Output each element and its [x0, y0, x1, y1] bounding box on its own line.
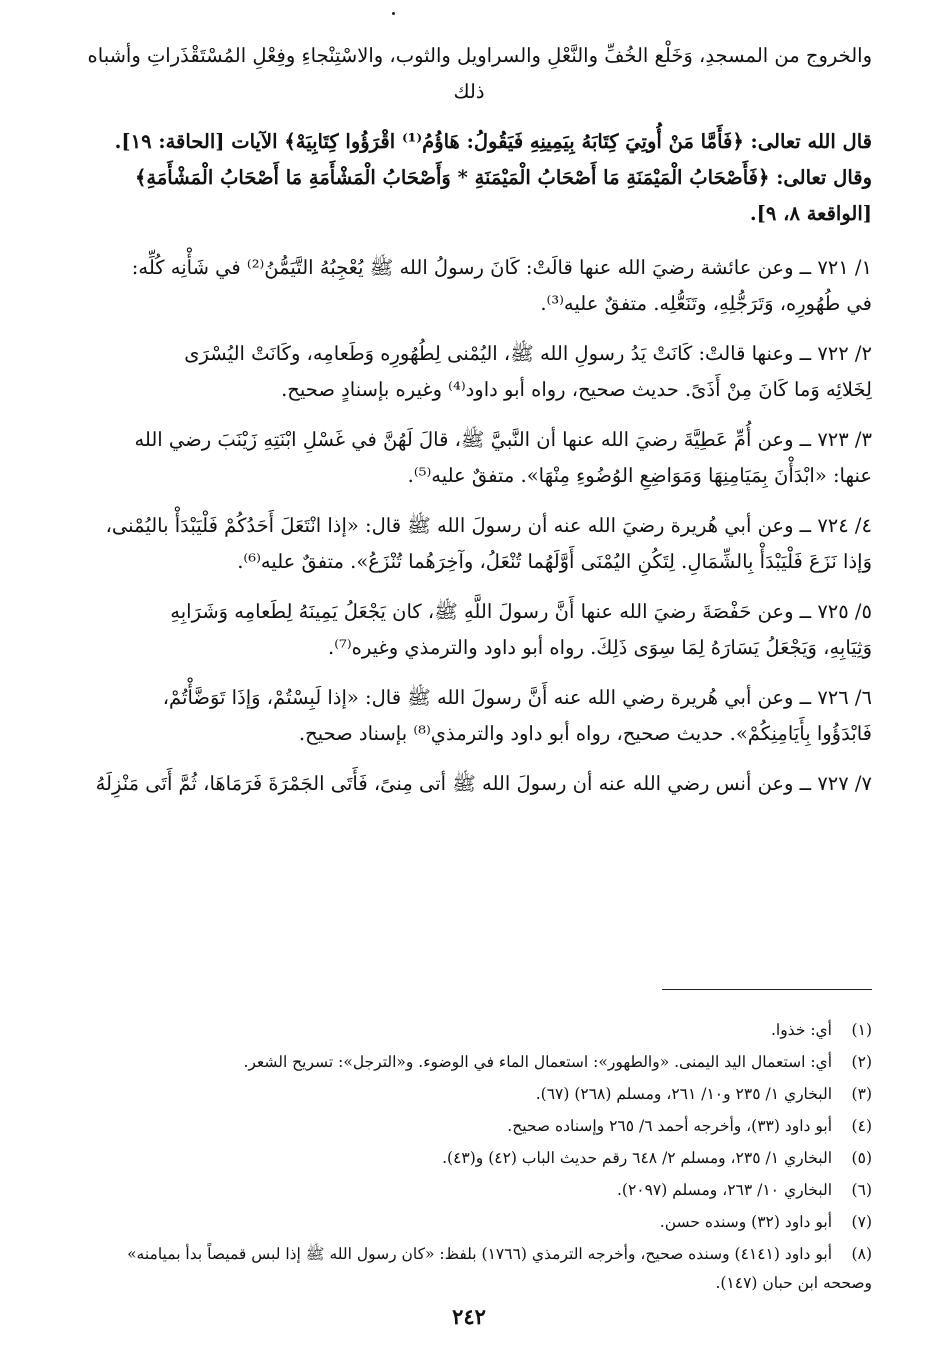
footnote-number: (٢) — [851, 1053, 872, 1071]
footnote — [86, 1110, 872, 1142]
footnote-number: (١) — [851, 1021, 872, 1039]
footnote-separator — [662, 989, 872, 990]
hadith-line: لِخَلائِه وَما كَانَ مِنْ أَذَىً. حديث صحيح، رواه أبو داود⁽⁴⁾ وغيره بإسنادٍ صحيح. — [281, 378, 872, 401]
footnote-number: (٥) — [851, 1149, 872, 1167]
hadith-line: ٥/ ٧٢٥ ــ وعن حَفْصَةَ رضيَ الله عنها أَنَّ رسولَ اللَّهِ ﷺ، كان يَجْعَلُ يَمِينَهُ لِطَعامِه وَشَرَابِهِ — [170, 600, 872, 623]
hadith-line: في طُهُورِه، وَتَرَجُّلِهِ، وتَنَعُّلِه. متفقٌ عليه⁽³⁾. — [540, 292, 872, 315]
hadith-line: فَابْدَؤُوا بِأَيَامِنِكُمْ». حديث صحيح، رواه أبو داود والترمذي⁽⁸⁾ بإسناد صحيح. — [298, 722, 872, 745]
top-mark — [392, 12, 395, 15]
footnote-number: (٤) — [851, 1117, 872, 1135]
footnote — [86, 1142, 872, 1174]
hadith-727 — [66, 766, 872, 802]
footnote-number: (٣) — [851, 1085, 872, 1103]
footnote-text: البخاري ١٠/ ٢٦٣، ومسلم (٢٠٩٧). — [616, 1181, 832, 1199]
verse-line: وقال تعالى: ﴿فَأَصْحَابُ الْمَيْمَنَةِ مَا أَصْحَابُ الْمَيْمَنَةِ * وَأَصْحَابُ الْمَشْأَمَةِ مَا أَصْحَابُ الْمَشْأَمَةِ﴾ — [134, 166, 872, 189]
hadith-721 — [66, 250, 872, 322]
hadith-724 — [66, 508, 872, 580]
quran-verses — [66, 124, 872, 232]
footnote — [86, 1014, 872, 1046]
top-fragment — [66, 38, 872, 110]
hadith-726 — [66, 680, 872, 752]
hadith-725 — [66, 594, 872, 666]
footnote-text: أبو داود (٣٢) وسنده حسن. — [659, 1213, 832, 1231]
footnotes — [86, 1014, 872, 1296]
hadith-723 — [66, 422, 872, 494]
hadith-line: ١/ ٧٢١ ــ وعن عائشة رضيَ الله عنها قالَتْ: كَانَ رسولُ الله ﷺ يُعْجِبُهُ التَّيَمُّنُ⁽²⁾ في شَأْنِه كُلِّه: — [131, 256, 872, 279]
footnote — [86, 1046, 872, 1078]
hadith-line: ٧/ ٧٢٧ ــ وعن أنس رضي الله عنه أن رسولَ الله ﷺ أتى مِنىً، فَأَتَى الجَمْرَةَ فَرَمَاهَا، ثُمَّ أَتَى مَنْزِلَهُ — [95, 772, 872, 795]
hadith-722 — [66, 336, 872, 408]
footnote — [86, 1238, 872, 1296]
footnote-text: أبو داود (٤١٤١) وسنده صحيح، وأخرجه الترمذي (١٧٦٦) بلفظ: «كان رسول الله ﷺ إذا لبس قميصاً بدأ بميامنه» — [127, 1245, 832, 1263]
text-line: ذلك — [453, 80, 485, 103]
footnote-text: أبو داود (٣٣)، وأخرجه أحمد ٦/ ٢٦٥ وإسناده صحيح. — [507, 1117, 832, 1135]
footnote-text: البخاري ١/ ٢٣٥ و١٠/ ٢٦١، ومسلم (٢٦٨) (٦٧). — [535, 1085, 832, 1103]
footnote-number: (٧) — [851, 1213, 872, 1231]
footnote — [86, 1078, 872, 1110]
hadith-line: ٢/ ٧٢٢ ــ وعنها قالتْ: كَانَتْ يَدُ رسولِ الله ﷺ، اليُمْنى لِطُهُورِه وَطَعامِه، وكَانَتْ اليُسْرَى — [184, 342, 872, 365]
footnote — [86, 1174, 872, 1206]
hadith-line: عنها: «ابْدَأْنَ بِمَيَامِنِهَا وَمَوَاضِعِ الوُضُوءِ مِنْهَا». متفقٌ عليه⁽⁵⁾. — [407, 464, 872, 487]
footnote-text: البخاري ١/ ٢٣٥، ومسلم ٢/ ٦٤٨ رقم حديث الباب (٤٢) و(٤٣). — [442, 1149, 832, 1167]
footnote — [86, 1206, 872, 1238]
footnote-continuation: وصححه ابن حبان (١٤٧). — [715, 1274, 872, 1292]
hadith-line: وَثِيَابِهِ، وَيَجْعَلُ يَسَارَهُ لِمَا سِوَى ذَلِكَ. رواه أبو داود والترمذي وغيره⁽⁷⁾. — [328, 636, 872, 659]
verse-line: قال الله تعالى: ﴿فَأَمَّا مَنْ أُوتِيَ كِتَابَهُ بِيَمِينِهِ فَيَقُولُ: هَاؤُمُ⁽¹⁾ اقْرَؤُوا كِتَابِيَهْ﴾ الآيات [الحاقة: ١٩]. — [114, 130, 872, 153]
page-number: ٢٤٢ — [452, 1304, 486, 1329]
hadith-line: ٦/ ٧٢٦ ــ وعن أبي هُريرة رضي الله عنه أَنَّ رسولَ الله ﷺ قال: «إذا لَبِسْتُمْ، وَإذَا تَوَضَّأْتُمْ، — [162, 686, 872, 709]
footnote-number: (٨) — [851, 1245, 872, 1263]
footnote-text: أي: استعمال اليد اليمنى. «والطهور»: استعمال الماء في الوضوء. و«الترجل»: تسريح الشعر. — [243, 1053, 832, 1071]
hadith-line: ٤/ ٧٢٤ ــ وعن أبي هُريرة رضيَ الله عنه أن رسولَ الله ﷺ قال: «إذا انْتَعَلَ أَحَدُكُمْ فَلْيَبْدَأْ باليُمْنى، — [105, 514, 872, 537]
text-line: والخروج من المسجدِ، وَخَلْع الخُفِّ والنَّعْلِ والسراويل والثوب، والاسْتِنْجاءِ وفِعْلِ المُسْتَقْذَراتِ وأشباه — [87, 44, 872, 67]
hadith-line: وَإذا نَزَعَ فَلْيَبْدَأْ بِالشِّمَالِ. لِتَكُنِ اليُمْنَى أَوَّلَهُما تُنْعَلُ، وآخِرَهُما تُنْزَعُ». متفقٌ عليه⁽⁶⁾. — [237, 550, 872, 573]
footnote-number: (٦) — [851, 1181, 872, 1199]
verse-line: [الواقعة ٨، ٩]. — [749, 202, 872, 225]
main-text — [66, 38, 872, 816]
hadith-line: ٣/ ٧٢٣ ــ وعن أُمِّ عَطِيَّةَ رضيَ الله عنها أن النَّبيَّ ﷺ، قالَ لَهُنَّ في غَسْلِ ابْنَتِهِ زَيْنَبَ رضي الله — [134, 428, 872, 451]
footnote-text: أي: خذوا. — [770, 1021, 832, 1039]
